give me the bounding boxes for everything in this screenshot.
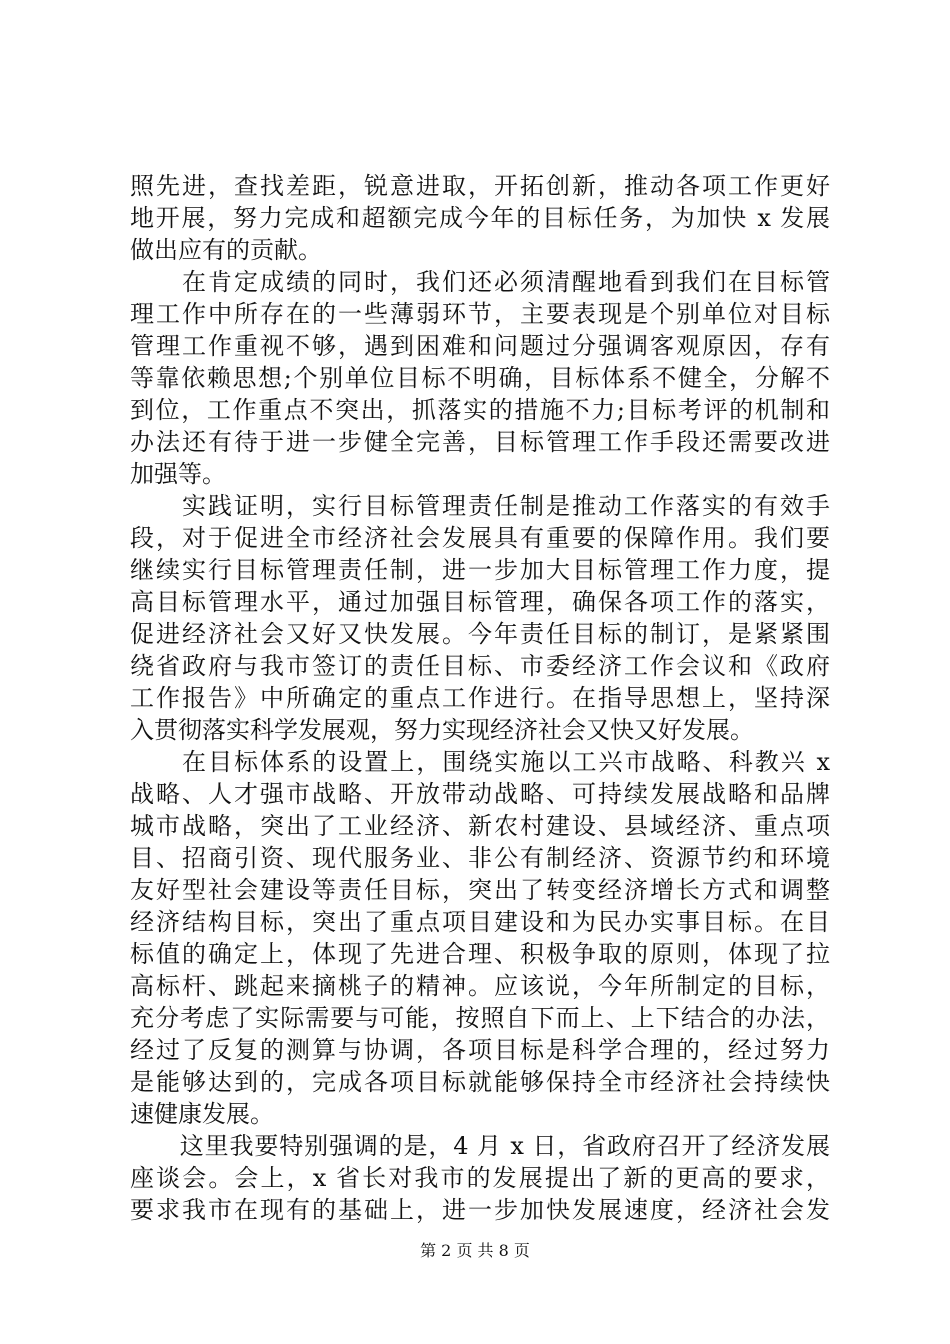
- text-line: 地开展，努力完成和超额完成今年的目标任务，为加快 x 发展: [130, 204, 830, 232]
- text-line: 等靠依赖思想;个别单位目标不明确，目标体系不健全，分解不: [130, 364, 830, 392]
- text-line: 段，对于促进全市经济社会发展具有重要的保障作用。我们要: [130, 524, 830, 552]
- text-line: 高标杆、跳起来摘桃子的精神。应该说，今年所制定的目标，: [130, 972, 830, 1000]
- text-line: 管理工作重视不够，遇到困难和问题过分强调客观原因，存有: [130, 332, 830, 360]
- body-text: [130, 170, 830, 1226]
- text-line: 促进经济社会又好又快发展。今年责任目标的制订，是紧紧围: [130, 620, 830, 648]
- text-line: 加强等。: [130, 460, 226, 488]
- text-line: 入贯彻落实科学发展观，努力实现经济社会又快又好发展。: [130, 716, 754, 744]
- text-line: 绕省政府与我市签订的责任目标、市委经济工作会议和《政府: [130, 652, 830, 680]
- text-line: 实践证明，实行目标管理责任制是推动工作落实的有效手: [130, 492, 830, 520]
- text-line: 在目标体系的设置上，围绕实施以工兴市战略、科教兴 x: [130, 748, 830, 776]
- text-line: 到位，工作重点不突出，抓落实的措施不力;目标考评的机制和: [130, 396, 830, 424]
- text-line: 目、招商引资、现代服务业、非公有制经济、资源节约和环境: [130, 844, 830, 872]
- text-line: 做出应有的贡献。: [130, 236, 322, 264]
- text-line: 座谈会。会上，x 省长对我市的发展提出了新的更高的要求，: [130, 1164, 830, 1192]
- text-line: 工作报告》中所确定的重点工作进行。在指导思想上，坚持深: [130, 684, 830, 712]
- text-line: 高目标管理水平，通过加强目标管理，确保各项工作的落实，: [130, 588, 830, 616]
- text-line: 经济结构目标，突出了重点项目建设和为民办实事目标。在目: [130, 908, 830, 936]
- text-line: 要求我市在现有的基础上，进一步加快发展速度，经济社会发: [130, 1196, 830, 1224]
- text-line: 战略、人才强市战略、开放带动战略、可持续发展战略和品牌: [130, 780, 830, 808]
- text-line: 经过了反复的测算与协调，各项目标是科学合理的，经过努力: [130, 1036, 830, 1064]
- text-line: 在肯定成绩的同时，我们还必须清醒地看到我们在目标管: [130, 268, 830, 296]
- text-line: 城市战略，突出了工业经济、新农村建设、县域经济、重点项: [130, 812, 830, 840]
- page-number-footer: 第 2 页 共 8 页: [420, 1241, 530, 1260]
- text-line: 标值的确定上，体现了先进合理、积极争取的原则，体现了拉: [130, 940, 830, 968]
- text-line: 照先进，查找差距，锐意进取，开拓创新，推动各项工作更好: [130, 172, 830, 200]
- text-line: 速健康发展。: [130, 1100, 274, 1128]
- text-line: 是能够达到的，完成各项目标就能够保持全市经济社会持续快: [130, 1068, 830, 1096]
- text-line: 这里我要特别强调的是，4 月 x 日，省政府召开了经济发展: [130, 1132, 830, 1160]
- text-line: 充分考虑了实际需要与可能，按照自下而上、上下结合的办法，: [130, 1004, 830, 1032]
- text-line: 友好型社会建设等责任目标，突出了转变经济增长方式和调整: [130, 876, 830, 904]
- text-line: 理工作中所存在的一些薄弱环节，主要表现是个别单位对目标: [130, 300, 830, 328]
- text-line: 继续实行目标管理责任制，进一步加大目标管理工作力度，提: [130, 556, 830, 584]
- text-line: 办法还有待于进一步健全完善，目标管理工作手段还需要改进: [130, 428, 830, 456]
